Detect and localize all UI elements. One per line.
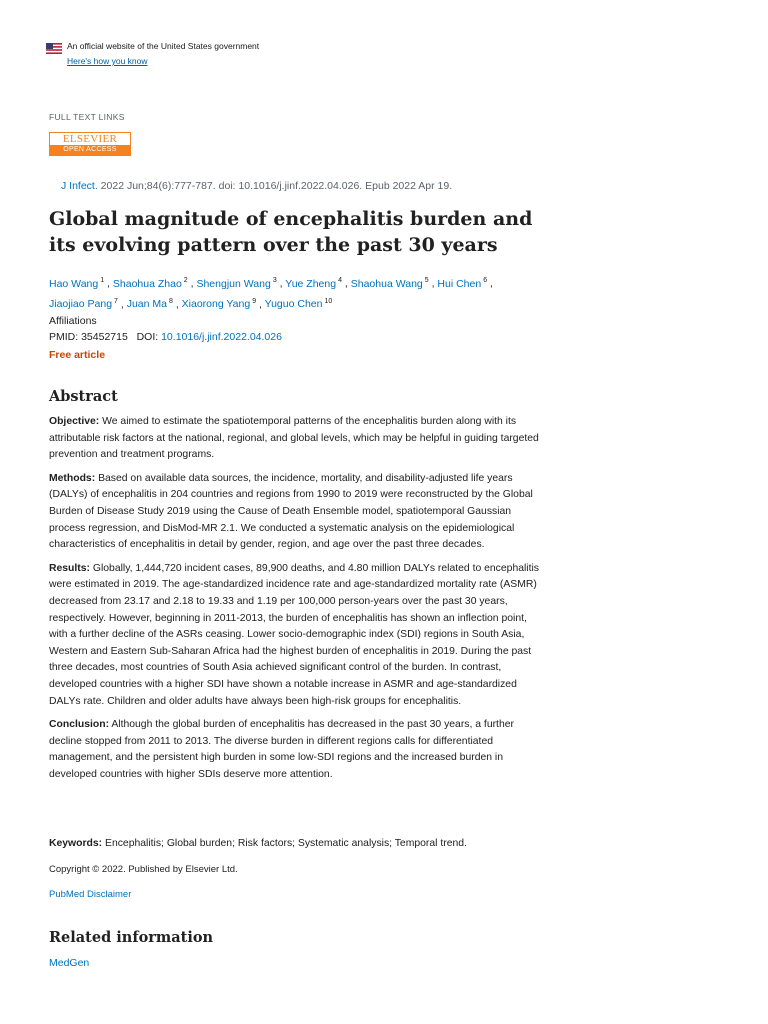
gov-banner-text: An official website of the United States government <box>67 41 260 51</box>
abstract-conclusion <box>49 717 543 783</box>
author-separator: , <box>487 277 493 290</box>
methods-label: Methods: <box>49 472 96 484</box>
author-link[interactable] <box>351 278 429 290</box>
conclusion-label: Conclusion: <box>49 719 110 731</box>
conclusion-text: Although the global burden of encephalitis has decreased in the past 30 years, a further decline stopped from 2011 to 2013. The diverse burden in different regions calls for differentiated management, and the persistent high burden in some low-SDI regions and the increased burden in developed countries with higher SDIs deserve more attention. <box>49 719 514 780</box>
results-label: Results: <box>49 562 90 574</box>
author-separator: , <box>172 298 182 310</box>
author-list <box>49 272 569 313</box>
related-information-heading: Related information <box>49 929 214 946</box>
pubmed-disclaimer-link[interactable]: PubMed Disclaimer <box>49 889 132 900</box>
us-flag-icon <box>46 43 62 54</box>
author-separator: , <box>104 277 113 290</box>
author-link[interactable] <box>182 298 256 310</box>
author-name: Xiaorong Yang <box>181 298 251 310</box>
abstract-methods <box>49 471 543 554</box>
keywords-text: Encephalitis; Global burden; Risk factors; Systematic analysis; Temporal trend. <box>102 838 467 849</box>
author-link[interactable] <box>265 298 333 310</box>
affiliation-number[interactable]: 2 <box>183 277 188 284</box>
journal-link[interactable]: J Infect. <box>61 180 98 192</box>
author-link[interactable] <box>196 278 276 290</box>
affiliation-number[interactable]: 1 <box>100 277 105 284</box>
author-name: Hui Chen <box>437 277 482 290</box>
abstract-results <box>49 561 543 710</box>
author-name: Shengjun Wang <box>196 277 271 290</box>
objective-label: Objective: <box>49 416 100 427</box>
heres-how-you-know-link[interactable]: Here's how you know <box>67 56 148 66</box>
affiliation-number[interactable]: 8 <box>169 297 173 305</box>
affiliation-number[interactable]: 7 <box>114 297 118 305</box>
affiliation-number[interactable]: 6 <box>483 277 488 284</box>
author-separator: , <box>276 277 286 290</box>
abstract-body <box>49 414 543 790</box>
elsevier-logo-text: ELSEVIER <box>62 133 118 145</box>
results-text: Globally, 1,444,720 incident cases, 89,900 deaths, and 4.80 million DALYs related to encephalitis were estimated in 2019. The age-standardized incidence rate and age-standardized mortality rate (ASMR) decreased from 23.17 and 2.18 to 19.33 and 1.19 per 100,000 person-years over the past 30 years, respectively. However, beginning in 2011-2013, the burden of encephalitis has shown an inflection point, with a further decline of the ASRs ceasing. Lower socio-demographic index (SDI) regions in South Asia, Western and Eastern Sub-Saharan Africa had the highest burden of encephalitis in 2019. During the past three decades, most countries of South Asia achieved significant control of the burden. In contrast, developed countries with a higher SDI have shown a notable increase in ASMR and age-standardized DALYs rate. Children and older adults have always been high-risk groups for encephalitis. <box>49 562 540 707</box>
author-link[interactable] <box>437 278 487 290</box>
affiliation-number[interactable]: 10 <box>324 297 333 305</box>
doi-link[interactable]: 10.1016/j.jinf.2022.04.026 <box>161 331 282 343</box>
article-identifiers <box>49 331 282 343</box>
article-title: Global magnitude of encephalitis burden and its evolving pattern over the past 30 years <box>49 208 533 256</box>
abstract-heading: Abstract <box>49 388 118 405</box>
author-link[interactable] <box>49 278 104 290</box>
affiliation-number[interactable]: 3 <box>272 277 277 284</box>
author-name: Jiaojiao Pang <box>49 298 113 310</box>
elsevier-open-access-button[interactable] <box>49 132 131 156</box>
author-separator: , <box>428 277 438 290</box>
free-article-badge: Free article <box>49 349 106 361</box>
author-link[interactable] <box>127 298 173 310</box>
author-name: Shaohua Zhao <box>112 277 182 290</box>
author-separator: , <box>187 277 197 290</box>
author-separator: , <box>117 298 127 310</box>
objective-text: We aimed to estimate the spatiotemporal patterns of the encephalitis burden along with its attributable risk factors at the national, regional, and global levels, which may be helpful in guiding targeted prevention and treatment programs. <box>49 416 539 461</box>
copyright: Copyright © 2022. Published by Elsevier Ltd. <box>49 864 238 875</box>
citation <box>61 180 452 192</box>
abstract-objective <box>49 414 543 464</box>
author-link[interactable] <box>285 278 342 290</box>
author-name: Hao Wang <box>49 277 99 290</box>
open-access-label: OPEN ACCESS <box>50 145 130 155</box>
affiliations-toggle[interactable]: Affiliations <box>49 315 97 327</box>
author-name: Yuguo Chen <box>264 298 323 310</box>
full-text-links-label: FULL TEXT LINKS <box>49 112 125 122</box>
author-name: Yue Zheng <box>285 277 337 290</box>
author-separator: , <box>256 298 265 310</box>
author-link[interactable] <box>49 298 118 310</box>
pmid: PMID: 35452715 <box>49 331 128 343</box>
medgen-link[interactable]: MedGen <box>49 957 90 969</box>
author-link[interactable] <box>113 278 188 290</box>
keywords <box>49 838 543 849</box>
doi-label: DOI: <box>136 331 159 343</box>
affiliation-number[interactable]: 4 <box>338 277 342 284</box>
author-name: Shaohua Wang <box>350 277 423 290</box>
methods-text: Based on available data sources, the incidence, mortality, and disability-adjusted life years (DALYs) of encephalitis in 204 countries and regions from 1990 to 2019 were reconstructed by the Global Burden of Disease Study 2019 using the Cause of Death Ensemble model, spatiotemporal Gaussian process regression, and DisMod-MR 2.1. We conducted a systematic analysis on the epidemiological characteristics of encephalitis in detail by gender, region, and age over the past three decades. <box>49 472 533 551</box>
affiliation-number[interactable]: 5 <box>424 277 429 284</box>
author-name: Juan Ma <box>126 298 167 310</box>
affiliation-number[interactable]: 9 <box>252 297 257 305</box>
keywords-label: Keywords: <box>49 838 103 849</box>
citation-details: 2022 Jun;84(6):777-787. doi: 10.1016/j.jinf.2022.04.026. Epub 2022 Apr 19. <box>97 180 453 192</box>
author-separator: , <box>341 277 351 290</box>
